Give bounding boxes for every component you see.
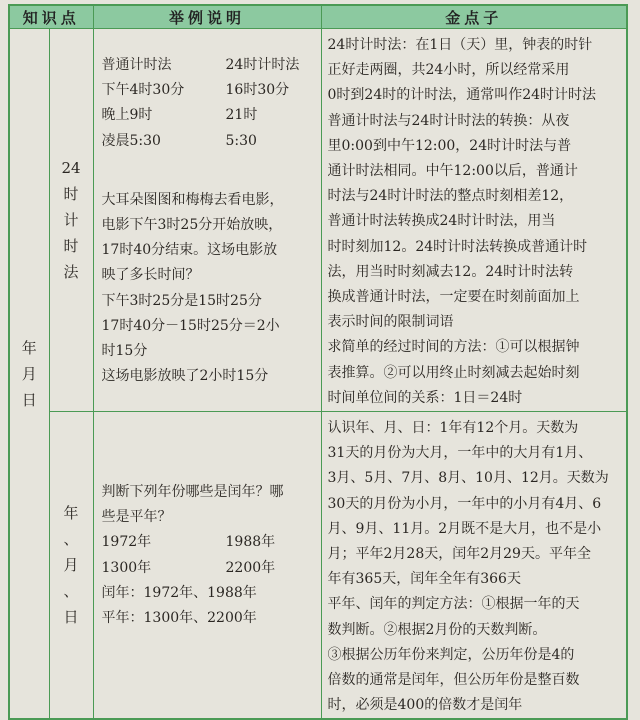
tip-line: 平年、闰年的判定方法：①根据一年的天 — [327, 596, 580, 613]
conversion-pair — [102, 129, 319, 154]
header-knowledge: 知识点 — [9, 5, 93, 29]
year: 1988年 — [225, 534, 276, 551]
year: 1972年 — [101, 534, 152, 551]
normal-time: 下午4时30分 — [101, 82, 185, 99]
year-pair — [102, 530, 319, 555]
tip-line: 数判断。②根据2月份的天数判断。 — [327, 621, 547, 638]
problem-line: 17时40分结束。这场电影放 — [101, 242, 278, 259]
header-row — [9, 5, 627, 29]
subtopic-24-hour — [49, 29, 93, 412]
subtopic-char: 时 — [63, 185, 79, 204]
tip-line: 普通计时法与24时计时法的转换：从夜 — [327, 112, 570, 129]
conversion-pair — [102, 53, 319, 78]
topic-cell — [9, 29, 49, 720]
tip-line: 月、9月、11月。2月既不是大月，也不是小 — [327, 520, 602, 537]
problem-line: 大耳朵图图和梅梅去看电影， — [101, 191, 284, 208]
solution-line: 17时40分－15时25分＝2小 — [101, 317, 280, 334]
tip-line: 法，用当时时刻减去12。24时计时法转 — [327, 263, 574, 280]
24h-time: 21时 — [225, 107, 258, 124]
tip-line: 时时刻加12。24时计时法转换成普通计时 — [327, 238, 588, 255]
tip-line: 表推算。②可以用终止时刻减去起始时刻 — [327, 364, 580, 381]
answer-line: 平年：1300年、2200年 — [101, 610, 257, 627]
tip-line: 31天的月份为大月，一年中的大月有1月、 — [327, 445, 593, 462]
normal-time: 凌晨5:30 — [101, 132, 161, 149]
problem-line: 映了多长时间？ — [101, 267, 200, 284]
conversion-pair — [102, 103, 319, 128]
problem-line: 电影下午3时25分开始放映， — [101, 217, 283, 234]
knowledge-table — [8, 4, 628, 720]
tips-leap-year — [321, 412, 627, 720]
tip-line: 换成普通计时法，一定要在时刻前面加上 — [327, 289, 580, 306]
24h-time: 5:30 — [225, 132, 257, 149]
tip-line: 求简单的经过时间的方法：①可以根据钟 — [327, 339, 580, 356]
tip-line: 表示时间的限制词语 — [327, 314, 454, 331]
question-line: 判断下列年份哪些是闰年？哪 — [101, 484, 284, 501]
subtopic-char: 法 — [63, 263, 79, 282]
header-examples: 举例说明 — [93, 5, 321, 29]
tips-24-hour — [321, 29, 627, 412]
year: 1300年 — [101, 559, 152, 576]
tip-line: 0时到24时的计时法，通常叫作24时计时法 — [327, 87, 597, 104]
row-24-hour — [9, 29, 627, 412]
solution-line: 下午3时25分是15时25分 — [101, 292, 262, 309]
subtopic-char: 年 — [63, 504, 79, 523]
tip-line: 里0:00到中午12:00，24时计时法与普 — [327, 137, 572, 154]
tip-line: 时，必须是400的倍数才是闰年 — [327, 697, 523, 714]
subtopic-char: 月 — [63, 556, 79, 575]
subtopic-char: 、 — [63, 582, 79, 601]
answer-line: 闰年：1972年、1988年 — [101, 584, 257, 601]
tip-line: 倍数的通常是闰年，但公历年份是整百数 — [327, 672, 580, 689]
24h-time: 24时计时法 — [225, 57, 300, 73]
topic-char: 年 — [21, 338, 37, 357]
solution-line: 这场电影放映了2小时15分 — [101, 368, 269, 385]
tip-line: 24时计时法：在1日（天）里，钟表的时针 — [327, 37, 593, 53]
subtopic-char: 时 — [63, 237, 79, 256]
tip-line: 年有365天，闰年全年有366天 — [327, 571, 521, 588]
24h-time: 16时30分 — [225, 82, 290, 99]
tip-line: ③根据公历年份来判定，公历年份是4的 — [327, 646, 575, 663]
tip-line: 普通计时法转换成24时计时法，用当 — [327, 213, 556, 230]
tip-line: 30天的月份为小月，一年中的小月有4月、6 — [327, 495, 602, 512]
tip-line: 3月、5月、7月、8月、10月、12月。天数为 — [327, 470, 609, 487]
header-tips: 金点子 — [321, 5, 627, 29]
year-pair — [102, 556, 319, 581]
year: 2200年 — [225, 559, 276, 576]
tip-line: 时间单位间的关系：1日＝24时 — [327, 389, 523, 406]
row-year-month-day — [9, 412, 627, 720]
tip-line: 正好走两圈，共24小时，所以经常采用 — [327, 62, 570, 79]
conversion-pair — [102, 78, 319, 103]
topic-char: 日 — [21, 390, 37, 409]
topic-char: 月 — [21, 364, 37, 383]
question-line: 些是平年？ — [101, 509, 172, 526]
tip-line: 通计时法相同。中午12:00以后，普通计 — [327, 163, 578, 180]
example-24-hour — [93, 29, 321, 412]
normal-time: 晚上9时 — [101, 107, 153, 124]
solution-line: 时15分 — [101, 343, 148, 360]
tip-line: 月；平年2月28天，闰年2月29天。平年全 — [327, 546, 591, 563]
subtopic-char: 24 — [61, 159, 81, 178]
example-leap-year — [93, 412, 321, 720]
tip-line: 认识年、月、日：1年有12个月。天数为 — [327, 420, 579, 437]
subtopic-char: 日 — [63, 608, 79, 627]
normal-time: 普通计时法 — [101, 57, 172, 73]
subtopic-char: 、 — [63, 530, 79, 549]
tip-line: 时法与24时计时法的整点时刻相差12， — [327, 188, 574, 205]
subtopic-year-month-day — [49, 412, 93, 720]
subtopic-char: 计 — [63, 211, 79, 230]
